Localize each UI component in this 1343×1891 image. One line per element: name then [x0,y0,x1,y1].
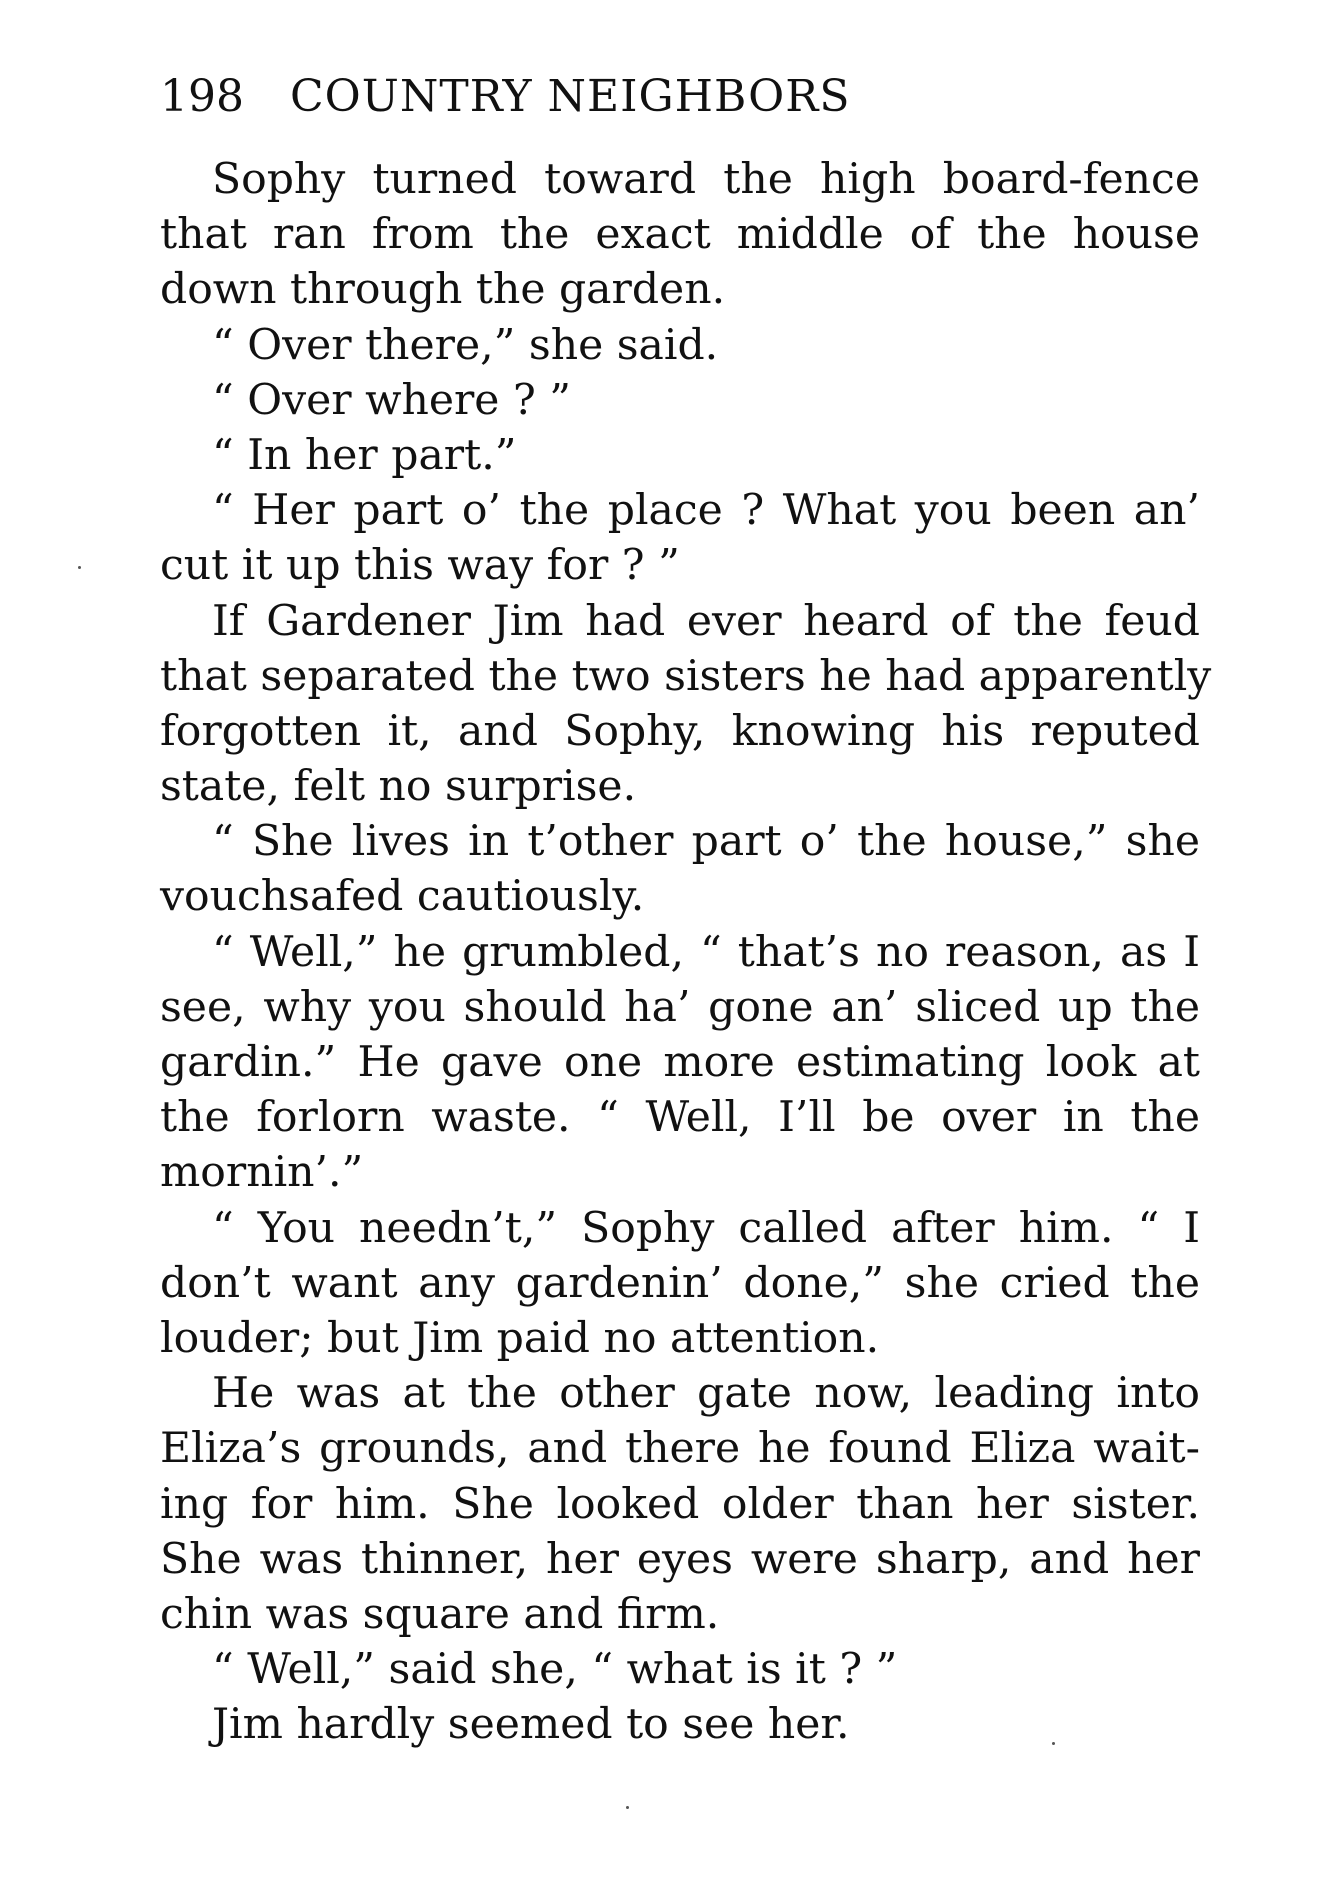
text-line: cut it up this way for ? ” [160,541,680,591]
text-line: forgotten it, and Sophy, knowing his reputed [160,706,1200,756]
text-line: down through the garden. [160,265,726,315]
text-line: state, felt no surprise. [160,762,637,812]
text-line: She was thinner, her eyes were sharp, and her [160,1534,1200,1584]
text-line: don’t want any gardenin’ done,” she cried the [160,1258,1200,1308]
body-text [160,152,1212,1752]
text-line: ing for him. She looked older than her sister. [160,1479,1200,1529]
text-line: chin was square and firm. [160,1589,720,1639]
print-speck [1052,1742,1055,1745]
text-line: the forlorn waste. “ Well, I’ll be over in the [160,1093,1200,1143]
text-line: “ Over there,” she said. [212,320,719,370]
text-line: louder; but Jim paid no attention. [160,1313,880,1363]
text-line: He was at the other gate now, leading into [212,1369,1200,1419]
running-title: COUNTRY NEIGHBORS [290,71,851,122]
text-line: mornin’.” [160,1148,364,1198]
page-number: 198 [160,71,244,122]
print-speck [626,1806,629,1809]
text-line: “ Well,” said she, “ what is it ? ” [212,1645,898,1695]
text-line: vouchsafed cautiously. [160,872,645,922]
text-line: Jim hardly seemed to see her. [212,1700,850,1750]
text-line: Sophy turned toward the high board-fence [212,155,1200,204]
text-line: Eliza’s grounds, and there he found Eliza wait- [160,1424,1200,1474]
text-line: see, why you should ha’ gone an’ sliced up the [160,982,1200,1032]
text-line: “ Her part o’ the place ? What you been an’ [212,486,1200,536]
text-line: that ran from the exact middle of the house [160,210,1200,260]
page-header [160,62,1200,132]
text-line: “ Over where ? ” [212,375,571,425]
text-line: “ You needn’t,” Sophy called after him. “ I [212,1203,1200,1253]
text-line: “ In her part.” [212,430,517,480]
text-line: If Gardener Jim had ever heard of the feud [212,596,1200,646]
text-line: “ Well,” he grumbled, “ that’s no reason, as I [212,927,1200,977]
text-line: “ She lives in t’other part o’ the house,” she [212,817,1200,867]
text-line: that separated the two sisters he had apparently [160,651,1212,701]
print-speck [78,566,81,569]
text-line: gardin.” He gave one more estimating look at [160,1038,1200,1087]
